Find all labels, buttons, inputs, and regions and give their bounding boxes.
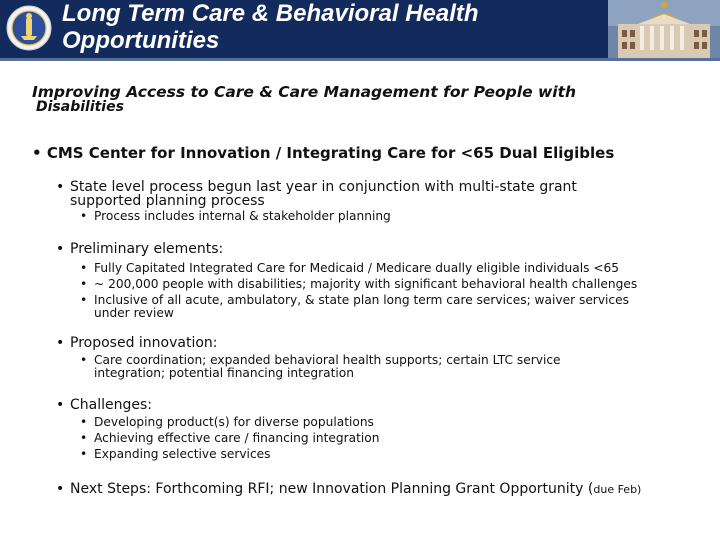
proposed-item-line-2: integration; potential financing integration xyxy=(94,366,354,380)
state-seal-icon xyxy=(6,5,52,51)
slide-subtitle xyxy=(32,84,672,114)
bullet-dot: • xyxy=(80,209,88,223)
next-steps-text: Next Steps: Forthcoming RFI; new Innovation Planning Grant Opportunity ( xyxy=(70,481,594,497)
state-house-icon xyxy=(608,0,720,58)
bullet-challenges xyxy=(56,398,152,412)
challenges-sublist xyxy=(80,416,379,461)
title-line-2: Opportunities xyxy=(62,27,220,54)
bullet-dot: • xyxy=(80,353,88,367)
bullet-process-includes xyxy=(80,210,391,223)
bullet-state-line-1: State level process begun last year in conjunction with multi-state grant xyxy=(70,179,577,195)
title-banner xyxy=(0,0,720,58)
page-title xyxy=(62,0,479,54)
bullet-dot: • xyxy=(80,431,88,445)
bullet-process-text: Process includes internal & stakeholder planning xyxy=(94,209,391,223)
prelim-item-3-line-2: under review xyxy=(94,306,174,320)
subtitle-line-1: Improving Access to Care & Care Management for People with xyxy=(32,83,577,101)
bullet-dot: • xyxy=(80,261,88,275)
bullet-dot: • xyxy=(56,481,65,497)
challenges-item-1: Developing product(s) for diverse populations xyxy=(94,415,374,429)
prelim-item-2: ~ 200,000 people with disabilities; majority with significant behavioral health challenges xyxy=(94,277,638,291)
prelim-item-3-line-1: Inclusive of all acute, ambulatory, & state plan long term care services; waiver services xyxy=(94,293,629,307)
challenges-item-2: Achieving effective care / financing integration xyxy=(94,431,380,445)
bullet-state-process xyxy=(56,180,577,208)
subtitle-line-2: Disabilities xyxy=(36,99,124,115)
bullet-dot: • xyxy=(80,415,88,429)
bullet-next-steps xyxy=(56,482,641,497)
prelim-item-1: Fully Capitated Integrated Care for Medicaid / Medicare dually eligible individuals <65 xyxy=(94,261,620,275)
bullet-preliminary xyxy=(56,242,223,256)
bullet-dot: • xyxy=(80,447,88,461)
bullet-cms-text: CMS Center for Innovation / Integrating Care for <65 Dual Eligibles xyxy=(46,144,615,162)
bullet-cms xyxy=(32,144,614,162)
preliminary-sublist xyxy=(80,262,637,320)
bullet-proposed xyxy=(56,336,218,350)
bullet-dot: • xyxy=(56,241,65,257)
bullet-dot: • xyxy=(56,397,65,413)
bullet-state-line-2: supported planning process xyxy=(70,193,265,209)
bullet-proposed-text: Proposed innovation: xyxy=(70,335,218,351)
challenges-item-3: Expanding selective services xyxy=(94,447,271,461)
bullet-dot: • xyxy=(32,144,42,162)
bullet-preliminary-text: Preliminary elements: xyxy=(70,241,224,257)
proposed-sublist xyxy=(80,354,561,380)
bullet-dot: • xyxy=(80,277,88,291)
title-line-1: Long Term Care & Behavioral Health xyxy=(62,0,479,27)
header-divider xyxy=(0,58,720,61)
proposed-item-line-1: Care coordination; expanded behavioral health supports; certain LTC service xyxy=(94,353,561,367)
bullet-dot: • xyxy=(80,293,88,307)
next-steps-due: due Feb) xyxy=(593,483,642,496)
bullet-challenges-text: Challenges: xyxy=(70,397,153,413)
bullet-dot: • xyxy=(56,335,65,351)
bullet-dot: • xyxy=(56,179,65,195)
